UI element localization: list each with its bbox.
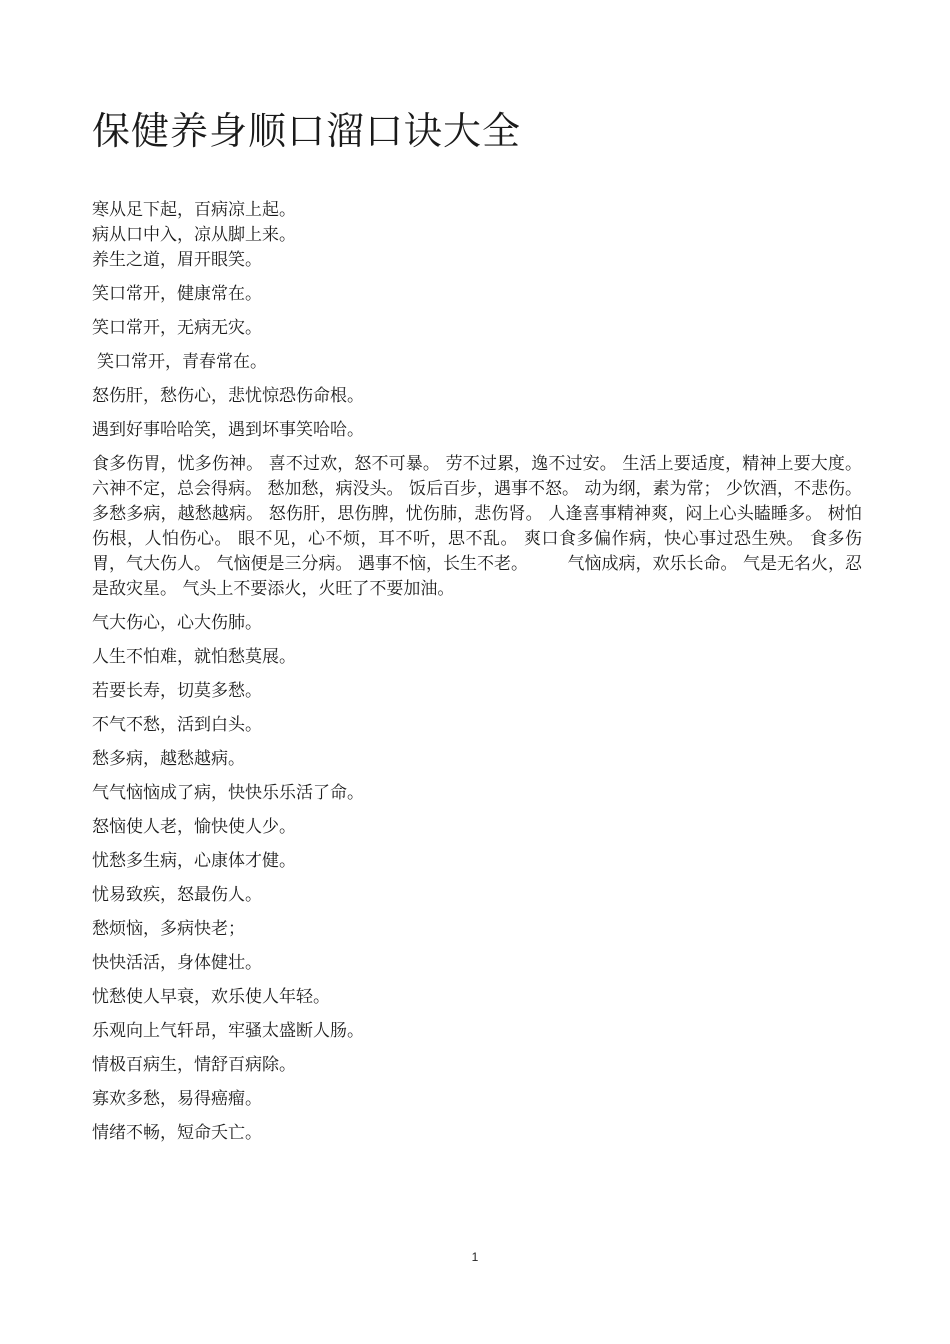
- paragraph: 笑口常开，无病无灾。: [92, 318, 262, 338]
- paragraph: 不气不愁，活到白头。: [92, 715, 262, 735]
- paragraph: 气大伤心，心大伤肺。: [92, 613, 262, 633]
- paragraph: 人生不怕难，就怕愁莫展。: [92, 647, 296, 667]
- paragraph: 遇到好事哈哈笑，遇到坏事笑哈哈。: [92, 420, 364, 440]
- document-title: 保健养身顺口溜口诀大全: [92, 109, 522, 153]
- intro-line: 寒从足下起，百病凉上起。: [92, 200, 296, 220]
- paragraph: 忧愁多生病，心康体才健。: [92, 851, 296, 871]
- page-number: 1: [471, 1250, 479, 1264]
- paragraph: 怒恼使人老，愉快使人少。: [92, 817, 296, 837]
- paragraph: 若要长寿，切莫多愁。: [92, 681, 262, 701]
- paragraph: 怒伤肝，愁伤心，悲忧惊恐伤命根。: [92, 386, 364, 406]
- paragraph: 情极百病生，情舒百病除。: [92, 1055, 296, 1075]
- long-paragraph: 食多伤胃，忧多伤神。 喜不过欢，怒不可暴。 劳不过累，逸不过安。 生活上要适度，精神上要大度。 六神不定，总会得病。 愁加愁，病没头。 饭后百步，遇事不怒。 动为纲，素为常； 少饮酒，不悲伤。 多愁多病，越愁越病。 怒伤肝，思伤脾，忧伤肺，悲伤肾。 人逢喜事精神爽，闷上心头瞌睡多。 树怕伤根，人怕伤心。 眼不见，心不烦，耳不听，思不乱。 爽口食多偏作病，快心事过恐生殃。 食多伤胃，气大伤人。 气恼便是三分病。 遇事不恼，长生不老。 气恼成病，欢乐长命。 气是无名火，忍是敌灾星。 气头上不要添火，火旺了不要加油。: [92, 454, 862, 599]
- paragraph: 忧愁使人早衰，欢乐使人年轻。: [92, 987, 330, 1007]
- paragraph: 愁烦恼，多病快老；: [92, 919, 245, 939]
- paragraph: 愁多病，越愁越病。: [92, 749, 245, 769]
- intro-line: 病从口中入，凉从脚上来。: [92, 225, 296, 245]
- paragraph: 乐观向上气轩昂，牢骚太盛断人肠。: [92, 1021, 364, 1041]
- intro-line: 养生之道，眉开眼笑。: [92, 250, 262, 270]
- paragraph: 快快活活，身体健壮。: [92, 953, 262, 973]
- paragraph: 笑口常开，青春常在。: [97, 352, 267, 372]
- paragraph: 气气恼恼成了病，快快乐乐活了命。: [92, 783, 364, 803]
- intro-group: [92, 198, 862, 273]
- paragraph: 笑口常开，健康常在。: [92, 284, 262, 304]
- paragraph: 情绪不畅，短命夭亡。: [92, 1123, 262, 1143]
- paragraph: 寡欢多愁，易得癌瘤。: [92, 1089, 262, 1109]
- paragraph: 忧易致疾，怒最伤人。: [92, 885, 262, 905]
- document-body: [92, 198, 862, 1146]
